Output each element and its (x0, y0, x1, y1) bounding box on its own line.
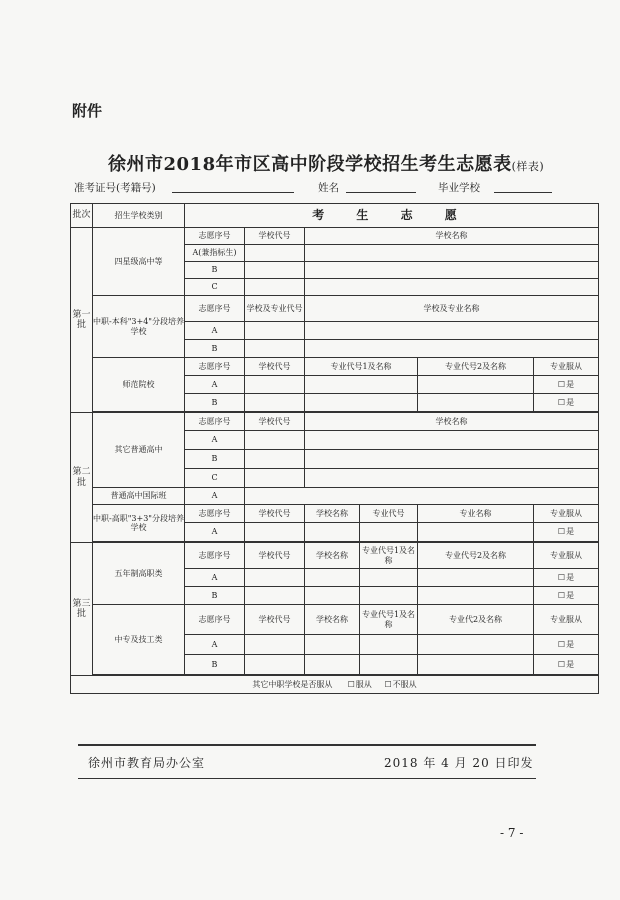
name-field[interactable] (346, 180, 416, 193)
obey-checkbox[interactable]: ☐ 是 (534, 394, 599, 412)
input-cell[interactable] (245, 340, 305, 358)
header-batch: 批次 (71, 204, 93, 228)
obey-checkbox[interactable]: ☐ 是 (534, 655, 599, 675)
input-cell[interactable] (245, 523, 305, 542)
col-major-code2: 专业代号2及名称 (418, 543, 534, 569)
col-name: 学校名称 (305, 228, 599, 245)
row-b: B (185, 394, 245, 412)
input-cell[interactable] (418, 394, 534, 412)
input-cell[interactable] (245, 376, 305, 394)
batch-1: 第一批 (71, 228, 93, 413)
input-cell[interactable] (245, 469, 305, 488)
input-cell[interactable] (245, 245, 305, 262)
row-c: C (185, 279, 245, 296)
input-cell[interactable] (305, 245, 599, 262)
col-obey: 专业服从 (534, 505, 599, 523)
col-obey: 专业服从 (534, 358, 599, 376)
input-cell[interactable] (360, 635, 418, 655)
col-major1: 专业代号1及名称 (305, 358, 418, 376)
obey-option[interactable]: ☐ 服从 (348, 680, 372, 689)
title-main: 徐州市2018年市区高中阶段学校招生考生志愿表 (108, 154, 512, 175)
row-b: B (185, 450, 245, 469)
row-a: A (185, 376, 245, 394)
input-cell[interactable] (305, 431, 599, 450)
input-cell[interactable] (418, 635, 534, 655)
row-a: A (185, 488, 245, 505)
input-cell[interactable] (245, 488, 599, 505)
input-cell[interactable] (360, 587, 418, 605)
input-cell[interactable] (360, 655, 418, 675)
category-vocational-34: 中职-本科"3+4"分段培养学校 (93, 296, 185, 358)
page-title (108, 150, 544, 176)
col-seq: 志愿序号 (185, 543, 245, 569)
input-cell[interactable] (418, 523, 534, 542)
col-major-code2: 专业代2及名称 (418, 605, 534, 635)
exam-id-label: 准考证号(考籍号) (74, 182, 156, 194)
col-name: 学校名称 (305, 543, 360, 569)
col-seq: 志愿序号 (185, 296, 245, 322)
category-vocational-33: 中职-高职"3+3"分段培养学校 (93, 505, 185, 542)
row-a: A (185, 635, 245, 655)
row-a: A (185, 569, 245, 587)
school-label: 毕业学校 (438, 182, 480, 194)
row-b: B (185, 587, 245, 605)
col-major-code: 专业代号 (360, 505, 418, 523)
input-cell[interactable] (305, 394, 418, 412)
input-cell[interactable] (245, 394, 305, 412)
input-cell[interactable] (305, 469, 599, 488)
input-cell[interactable] (418, 376, 534, 394)
school-field[interactable] (494, 180, 552, 193)
category-normal: 师范院校 (93, 358, 185, 412)
col-code: 学校代号 (245, 413, 305, 431)
col-obey: 专业服从 (534, 543, 599, 569)
other-vocational-obey-row (71, 676, 599, 694)
row-b: B (185, 340, 245, 358)
input-cell[interactable] (418, 655, 534, 675)
footer-divider-top (78, 744, 536, 746)
col-seq: 志愿序号 (185, 605, 245, 635)
input-cell[interactable] (245, 279, 305, 296)
input-cell[interactable] (305, 569, 360, 587)
not-obey-option[interactable]: ☐ 不服从 (384, 680, 416, 689)
category-other-high: 其它普通高中 (93, 413, 185, 488)
exam-id-field[interactable] (172, 180, 294, 193)
col-code-major: 学校及专业代号 (245, 296, 305, 322)
row-a: A (185, 523, 245, 542)
header-wish: 考 生 志 愿 (185, 204, 599, 228)
col-name-major: 学校及专业名称 (305, 296, 599, 322)
obey-checkbox[interactable]: ☐ 是 (534, 569, 599, 587)
obey-checkbox[interactable]: ☐ 是 (534, 376, 599, 394)
col-obey: 专业服从 (534, 605, 599, 635)
row-a-note: A(兼指标生) (185, 245, 245, 262)
col-seq: 志愿序号 (185, 505, 245, 523)
category-intl: 普通高中国际班 (93, 488, 185, 505)
input-cell[interactable] (305, 655, 360, 675)
input-cell[interactable] (305, 322, 599, 340)
col-name: 学校名称 (305, 413, 599, 431)
col-code: 学校代号 (245, 505, 305, 523)
name-label: 姓名 (318, 182, 339, 194)
input-cell[interactable] (305, 262, 599, 279)
row-c: C (185, 469, 245, 488)
row-a: A (185, 431, 245, 450)
input-cell[interactable] (418, 569, 534, 587)
col-major2: 专业代号2及名称 (418, 358, 534, 376)
col-seq: 志愿序号 (185, 413, 245, 431)
issuing-office: 徐州市教育局办公室 (88, 756, 206, 770)
col-code: 学校代号 (245, 605, 305, 635)
category-five-year: 五年制高职类 (93, 543, 185, 605)
batch-3: 第三批 (71, 543, 93, 676)
col-major-code1: 专业代号1及名称 (360, 543, 418, 569)
row-b: B (185, 655, 245, 675)
obey-checkbox[interactable]: ☐ 是 (534, 587, 599, 605)
batch-2: 第二批 (71, 413, 93, 543)
obey-checkbox[interactable]: ☐ 是 (534, 523, 599, 542)
input-cell[interactable] (245, 262, 305, 279)
col-name: 学校名称 (305, 505, 360, 523)
row-b: B (185, 262, 245, 279)
input-cell[interactable] (245, 569, 305, 587)
col-major-name: 专业名称 (418, 505, 534, 523)
col-major-code1: 专业代号1及名称 (360, 605, 418, 635)
print-date: 2018 年 4 月 20 日印发 (384, 756, 534, 770)
input-cell[interactable] (305, 376, 418, 394)
obey-checkbox[interactable]: ☐ 是 (534, 635, 599, 655)
footer-divider-bottom (78, 778, 536, 779)
category-four-star: 四星级高中等 (93, 228, 185, 296)
input-cell[interactable] (360, 523, 418, 542)
application-form (70, 203, 599, 694)
input-cell[interactable] (245, 322, 305, 340)
row-a: A (185, 322, 245, 340)
header-category: 招生学校类别 (93, 204, 185, 228)
input-cell[interactable] (305, 635, 360, 655)
col-seq: 志愿序号 (185, 358, 245, 376)
col-code: 学校代号 (245, 543, 305, 569)
input-cell[interactable] (245, 587, 305, 605)
obey-question: 其它中职学校是否服从 (252, 679, 333, 689)
input-cell[interactable] (305, 587, 360, 605)
category-secondary: 中专及技工类 (93, 605, 185, 675)
col-name: 学校名称 (305, 605, 360, 635)
input-cell[interactable] (418, 587, 534, 605)
input-cell[interactable] (305, 450, 599, 469)
input-cell[interactable] (245, 655, 305, 675)
input-cell[interactable] (305, 523, 360, 542)
col-code: 学校代号 (245, 358, 305, 376)
input-cell[interactable] (245, 635, 305, 655)
col-code: 学校代号 (245, 228, 305, 245)
input-cell[interactable] (245, 431, 305, 450)
input-cell[interactable] (305, 279, 599, 296)
attachment-label: 附件 (72, 102, 103, 120)
input-cell[interactable] (245, 450, 305, 469)
input-cell[interactable] (360, 569, 418, 587)
col-seq: 志愿序号 (185, 228, 245, 245)
page-number: - 7 - (500, 826, 524, 840)
title-suffix: (样表) (511, 160, 545, 173)
input-cell[interactable] (305, 340, 599, 358)
